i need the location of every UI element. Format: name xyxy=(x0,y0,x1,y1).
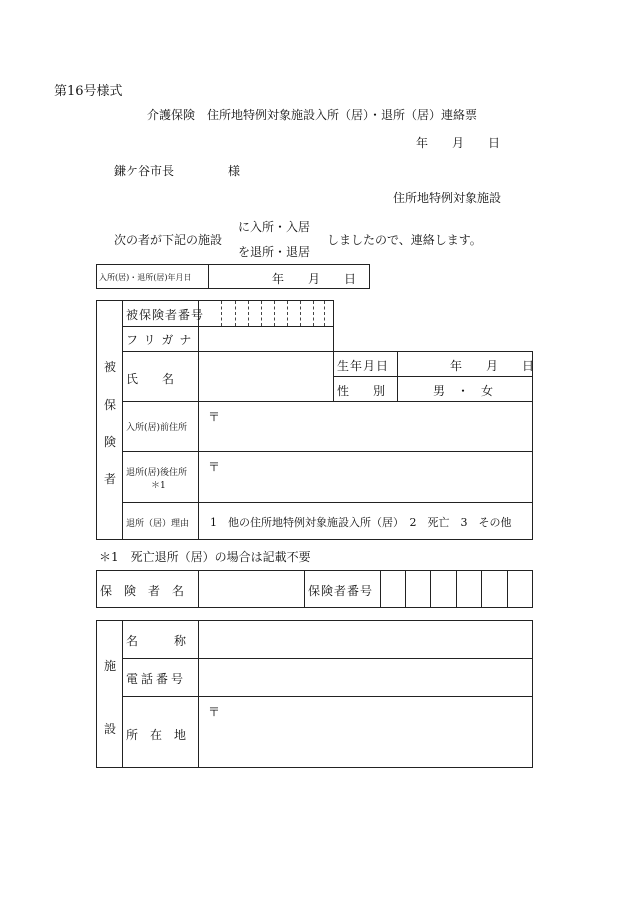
footnote: ＊1 死亡退所（居）の場合は記載不要 xyxy=(99,550,311,564)
after-address-label: 退所(居)後住所 xyxy=(126,468,188,478)
notice-option-enter: に入所・入居 xyxy=(238,220,311,234)
rule xyxy=(456,570,457,608)
rule xyxy=(532,351,533,540)
insured-side-label-2: 保 xyxy=(104,398,117,412)
facility-name-label: 名 称 xyxy=(126,634,187,648)
rule xyxy=(333,351,533,352)
insurer-number-label: 保険者番号 xyxy=(308,584,374,598)
notice-option-leave: を退所・退居 xyxy=(238,245,311,259)
facility-postal-mark: 〒 xyxy=(208,705,221,719)
facility-side-label-2: 設 xyxy=(104,722,117,736)
gender-label: 性 別 xyxy=(337,384,386,398)
rule xyxy=(333,376,533,377)
rule xyxy=(122,351,333,352)
rule xyxy=(122,502,533,503)
divider xyxy=(208,264,209,289)
insured-side-label-1: 被 xyxy=(104,360,117,374)
insured-side-label-4: 者 xyxy=(104,472,117,486)
after-postal-mark: 〒 xyxy=(208,460,221,474)
rule xyxy=(507,570,508,608)
entry-date-label: 入所(居)・退所(居)年月日 xyxy=(99,273,192,282)
gender-field[interactable]: 男 ・ 女 xyxy=(433,384,494,398)
reason-label: 退所（居）理由 xyxy=(126,519,190,529)
digit-divider xyxy=(235,301,236,326)
insured-number-label: 被保険者番号 xyxy=(126,308,205,322)
rule xyxy=(198,300,199,540)
facility-side-label-1: 施 xyxy=(104,659,117,673)
rule xyxy=(122,326,334,327)
sender-facility: 住所地特例対象施設 xyxy=(393,191,502,205)
name-label: 氏 名 xyxy=(126,372,175,386)
reason-options[interactable]: 1 他の住所地特例対象施設入所（居） 2 死亡 3 その他 xyxy=(210,516,512,529)
facility-address-label: 所 在 地 xyxy=(126,728,187,742)
addressee: 鎌ケ谷市長 xyxy=(114,164,175,178)
notice-suffix: しましたので、連絡します。 xyxy=(327,233,482,247)
after-address-note: ＊1 xyxy=(151,481,166,491)
digit-divider xyxy=(300,301,301,326)
rule xyxy=(122,620,123,768)
insurer-name-label: 保 険 者 名 xyxy=(100,584,185,598)
entry-date-field[interactable]: 年 月 日 xyxy=(272,272,357,286)
document-title: 介護保険 住所地特例対象施設入所（居）・退所（居）連絡票 xyxy=(147,108,478,122)
notice-prefix: 次の者が下記の施設 xyxy=(114,233,223,247)
issue-date: 年 月 日 xyxy=(416,136,501,150)
digit-divider xyxy=(274,301,275,326)
rule xyxy=(198,570,199,608)
rule xyxy=(304,570,305,608)
rule xyxy=(96,300,334,301)
digit-divider xyxy=(261,301,262,326)
prev-address-label: 入所(居)前住所 xyxy=(126,423,188,433)
digit-divider xyxy=(248,301,249,326)
rule xyxy=(405,570,406,608)
digit-divider xyxy=(221,301,222,326)
digit-divider xyxy=(324,301,325,326)
rule xyxy=(122,696,533,697)
digit-divider xyxy=(313,301,314,326)
insured-side-label-3: 険 xyxy=(104,435,117,449)
birth-date-field[interactable]: 年 月 日 xyxy=(450,359,535,373)
rule xyxy=(380,570,381,608)
rule xyxy=(122,451,533,452)
rule xyxy=(430,570,431,608)
prev-postal-mark: 〒 xyxy=(208,410,221,424)
rule xyxy=(481,570,482,608)
rule xyxy=(198,620,199,768)
honorific: 様 xyxy=(228,164,241,178)
rule xyxy=(122,300,123,540)
form-number: 第16号様式 xyxy=(54,84,123,99)
rule xyxy=(122,401,533,402)
digit-divider xyxy=(287,301,288,326)
rule xyxy=(122,658,533,659)
rule xyxy=(397,351,398,401)
facility-phone-label: 電話番号 xyxy=(126,672,187,686)
furigana-label: フリガナ xyxy=(126,333,198,347)
birth-date-label: 生年月日 xyxy=(337,359,390,373)
